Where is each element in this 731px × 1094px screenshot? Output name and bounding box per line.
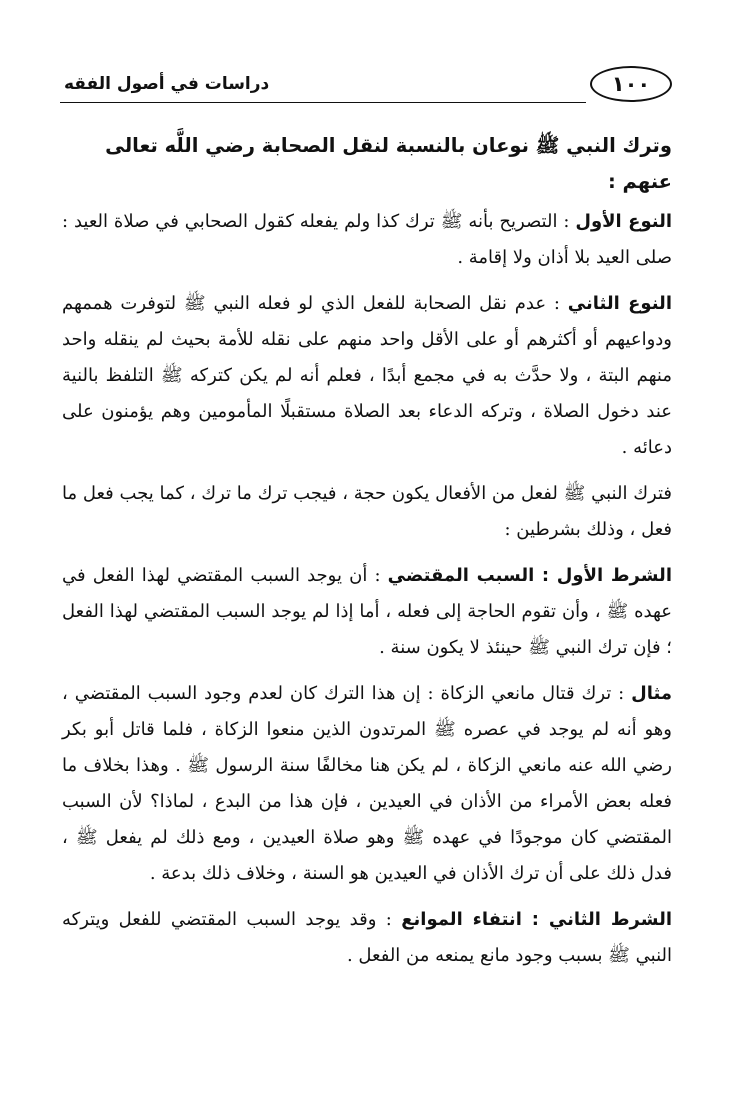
paragraph-type-two: [62, 286, 672, 466]
paragraph-text: : ترك قتال مانعي الزكاة : إن هذا الترك كان لعدم وجود السبب المقتضي ، وهو أنه لم يوجد في عصره ﷺ المرتدون الذين منعوا الزكاة ، فلما قاتل أبو بكر رضي الله عنه مانعي الزكاة ، لم يكن هنا مخالفًا سنة الرسول ﷺ . وهذا بخلاف ما فعله بعض الأمراء من الأذان في العيدين ، فإن هذا من البدع ، لماذا؟ لأن السبب المقتضي كان موجودًا في عهده ﷺ وهو صلاة العيدين ، ومع ذلك لم يفعل ﷺ ، فدل ذلك على أن ترك الأذان في العيدين هو السنة ، وخلاف ذلك بدعة .: [62, 683, 672, 884]
paragraph-label: مثال: [631, 683, 672, 704]
page-header: [60, 66, 672, 112]
header-rule: [60, 102, 586, 103]
intro-heading: وترك النبي ﷺ نوعان بالنسبة لنقل الصحابة رضي اللَّه تعالى عنهم :: [105, 134, 672, 193]
running-title: دراسات في أصول الفقه: [64, 74, 270, 94]
paragraph-label: النوع الأول: [575, 211, 673, 232]
paragraph-text: : عدم نقل الصحابة للفعل الذي لو فعله النبي ﷺ لتوفرت هممهم ودواعيهم أو أكثرهم أو على الأقل واحد منهم على نقله للأمة بحيث لم ينقله واحد منهم البتة ، ولا حدَّث به في مجمع أبدًا ، فعلم أنه لم يكن كتركه ﷺ التلفظ بالنية عند دخول الصلاة ، وتركه الدعاء بعد الصلاة مستقبلًا المأمومين وهم يؤمنون على دعائه .: [62, 293, 672, 458]
page-number: ١٠٠: [590, 66, 672, 102]
paragraph-text: : التصريح بأنه ﷺ ترك كذا ولم يفعله كقول الصحابي في صلاة العيد : صلى العيد بلا أذان ولا إقامة .: [62, 211, 672, 268]
paragraph-text: : وقد يوجد السبب المقتضي للفعل ويتركه النبي ﷺ بسبب وجود مانع يمنعه من الفعل .: [62, 909, 672, 966]
paragraph-condition-one: [62, 558, 672, 666]
paragraph-conditions: [62, 476, 672, 548]
paragraph-label: النوع الثاني: [567, 293, 672, 314]
paragraph-example: [62, 676, 672, 892]
paragraph-condition-two: [62, 902, 672, 974]
paragraph-type-one: [62, 204, 672, 276]
page-body: [62, 128, 672, 984]
paragraph-label: الشرط الثاني : انتفاء الموانع: [401, 909, 672, 930]
paragraph-text: : أن يوجد السبب المقتضي لهذا الفعل في عهده ﷺ ، وأن تقوم الحاجة إلى فعله ، أما إذا لم يوجد السبب المقتضي لهذا الفعل ؛ فإن ترك النبي ﷺ حينئذ لا يكون سنة .: [62, 565, 672, 658]
paragraph-label: الشرط الأول : السبب المقتضي: [387, 565, 672, 586]
paragraph-text: فترك النبي ﷺ لفعل من الأفعال يكون حجة ، فيجب ترك ما ترك ، كما يجب فعل ما فعل ، وذلك بشرطين :: [62, 483, 672, 540]
